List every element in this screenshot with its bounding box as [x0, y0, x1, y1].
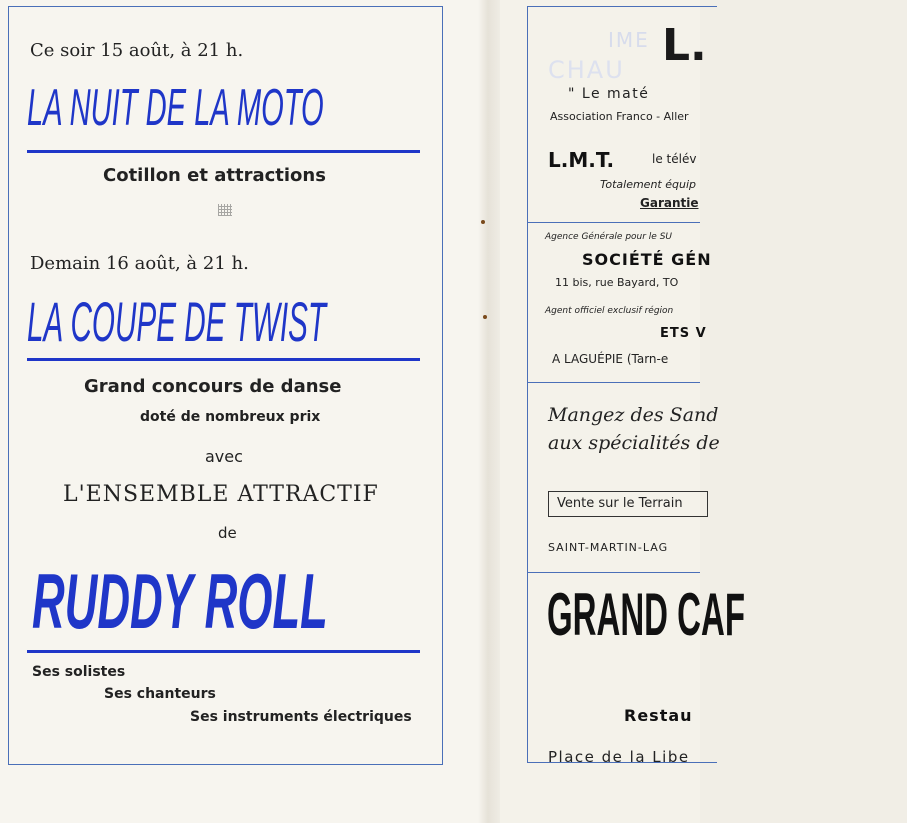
advert-tagline: " Le maté: [568, 86, 650, 102]
band-name-text: RUDDY ROLL: [32, 557, 328, 645]
event2-title-text: LA COUPE DE TWIST: [27, 290, 327, 353]
advert-equip: Totalement équip: [600, 178, 696, 191]
event2-ensemble: L'ENSEMBLE ATTRACTIF: [63, 482, 379, 507]
advert-place: Place de la Libe: [548, 748, 690, 766]
advert-societe: SOCIÉTÉ GÉN: [582, 250, 712, 269]
advert-laguepie: A LAGUÉPIE (Tarn-e: [552, 352, 669, 366]
advert-grand-cafe: [547, 580, 907, 649]
advert-agence: Agence Générale pour le SU: [545, 232, 673, 242]
event2-of: de: [218, 524, 237, 542]
band-singers: Ses chanteurs: [104, 686, 216, 702]
advert-specialites: aux spécialités de: [548, 432, 720, 454]
event2-date: Demain 16 août, à 21 h.: [30, 253, 249, 274]
band-instruments: Ses instruments électriques: [190, 709, 412, 725]
ghost-text-1: IME: [608, 28, 650, 52]
event2-title-rule: [27, 358, 420, 361]
advert-divider-3: [527, 572, 700, 573]
event1-title-rule: [27, 150, 420, 153]
advert-divider-1: [527, 222, 700, 223]
event2-contest: Grand concours de danse: [84, 376, 342, 397]
separator-ornament: [218, 204, 232, 216]
band-name: [32, 556, 542, 647]
event1-date: Ce soir 15 août, à 21 h.: [30, 40, 244, 61]
advert-lmt-text: le télév: [652, 152, 697, 166]
advert-mangez: Mangez des Sand: [548, 404, 719, 426]
advert-saint-martin: SAINT-MARTIN-LAG: [548, 541, 669, 554]
event1-subtitle: Cotillon et attractions: [103, 165, 326, 186]
paper-mark: [481, 220, 485, 224]
advert-restaurant: Restau: [624, 706, 693, 725]
event2-with: avec: [205, 447, 243, 466]
advert-association: Association Franco - Aller: [550, 110, 689, 123]
band-soloists: Ses solistes: [32, 664, 126, 680]
advert-logo: L.: [662, 20, 707, 71]
advert-lmt: L.M.T.: [548, 148, 615, 172]
advert-address: 11 bis, rue Bayard, TO: [555, 276, 679, 289]
advert-vente: Vente sur le Terrain: [557, 496, 683, 511]
advert-grand-cafe-text: GRAND CAF: [547, 581, 745, 648]
advert-agent: Agent officiel exclusif région: [545, 306, 674, 316]
event2-prizes: doté de nombreux prix: [140, 409, 321, 425]
paper-mark: [483, 315, 487, 319]
advert-garantie: Garantie: [640, 196, 699, 210]
band-name-rule: [27, 650, 420, 653]
advert-ets: ETS V: [660, 326, 707, 341]
event1-title: [27, 78, 557, 138]
advert-divider-2: [527, 382, 700, 383]
event2-title: [27, 289, 591, 354]
event1-title-text: LA NUIT DE LA MOTO: [27, 79, 324, 137]
ghost-text-2: CHAU: [548, 56, 625, 84]
